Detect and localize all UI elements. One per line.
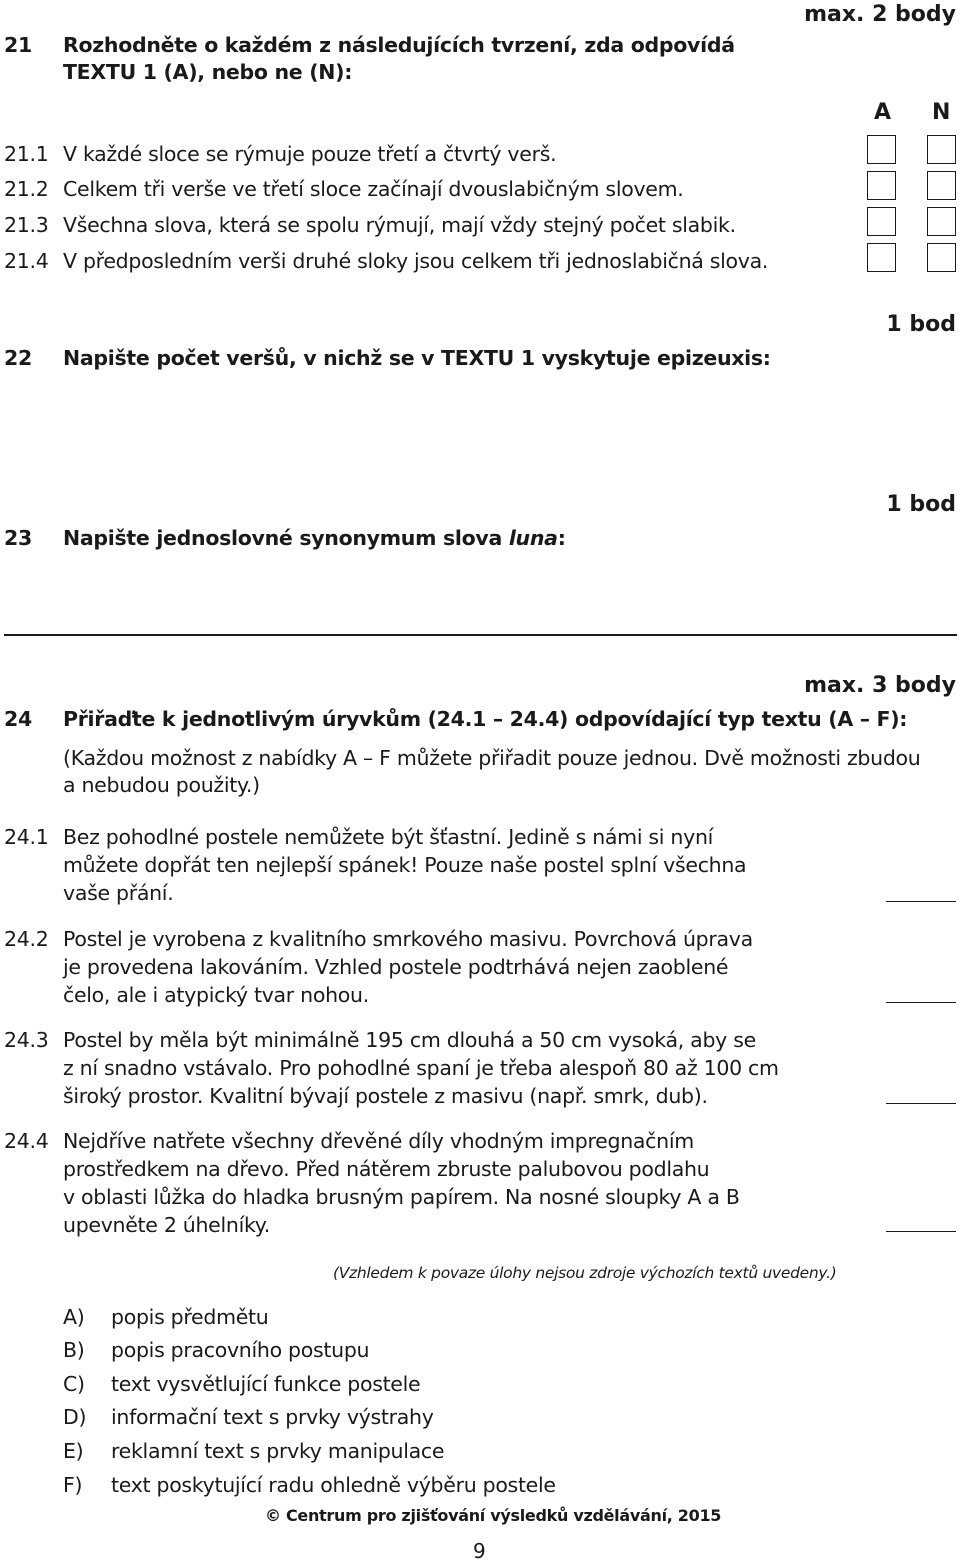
q21-points: max. 2 body	[804, 2, 956, 27]
q21-col-n-label: N	[932, 100, 951, 125]
q21-item-1-text: V každé sloce se rýmuje pouze třetí a čtvrtý verš.	[63, 142, 557, 166]
q23-title-word: luna	[508, 526, 558, 550]
q24-item-1-number: 24.1	[4, 825, 49, 849]
q23-number: 23	[4, 526, 32, 550]
q23-points: 1 bod	[886, 492, 956, 517]
q24-item-4-number: 24.4	[4, 1129, 49, 1153]
q21-4-checkbox-a[interactable]	[867, 243, 896, 272]
q21-title-line2: TEXTU 1 (A), nebo ne (N):	[63, 60, 353, 84]
q22-points: 1 bod	[886, 312, 956, 337]
q24-item-2-line: Postel je vyrobena z kvalitního smrkového masivu. Povrchová úprava	[63, 927, 753, 951]
q21-1-checkbox-n[interactable]	[927, 135, 956, 164]
q21-3-checkbox-a[interactable]	[867, 207, 896, 236]
q24-item-1-line: Bez pohodlné postele nemůžete být šťastní. Jedině s námi si nyní	[63, 825, 714, 849]
footer-copyright: © Centrum pro zjišťování výsledků vzdělávání, 2015	[265, 1506, 722, 1525]
q24-item-4-line: v oblasti lůžka do hladka brusným papírem. Na nosné sloupky A a B	[63, 1185, 740, 1209]
q24-4-answer-blank[interactable]	[886, 1231, 956, 1232]
q24-option-text: text vysvětlující funkce postele	[111, 1372, 421, 1396]
q24-number: 24	[4, 707, 32, 731]
q24-note-line1: (Každou možnost z nabídky A – F můžete přiřadit pouze jednou. Dvě možnosti zbudou	[63, 746, 921, 770]
q24-item-3-line: široký prostor. Kvalitní bývají postele z masivu (např. smrk, dub).	[63, 1084, 708, 1108]
q24-option-letter: A)	[63, 1305, 85, 1329]
q24-item-1-line: můžete dopřát ten nejlepší spánek! Pouze naše postel splní všechna	[63, 853, 747, 877]
q24-option-text: text poskytující radu ohledně výběru postele	[111, 1473, 556, 1497]
q24-option-text: reklamní text s prvky manipulace	[111, 1439, 445, 1463]
q24-option-text: informační text s prvky výstrahy	[111, 1405, 434, 1429]
q24-item-4-line: prostředkem na dřevo. Před nátěrem zbruste palubovou podlahu	[63, 1157, 710, 1181]
q23-title	[63, 526, 566, 550]
q24-title: Přiřaďte k jednotlivým úryvkům (24.1 – 24.4) odpovídající typ textu (A – F):	[63, 707, 908, 731]
q24-item-3-line: Postel by měla být minimálně 195 cm dlouhá a 50 cm vysoká, aby se	[63, 1028, 756, 1052]
q24-2-answer-blank[interactable]	[886, 1002, 956, 1003]
q21-title-line1: Rozhodněte o každém z následujících tvrzení, zda odpovídá	[63, 33, 735, 57]
q21-item-2-text: Celkem tři verše ve třetí sloce začínají dvouslabičným slovem.	[63, 177, 684, 201]
q24-option-text: popis předmětu	[111, 1305, 269, 1329]
q24-item-1-line: vaše přání.	[63, 881, 174, 905]
q24-item-2-line: čelo, ale i atypický tvar nohou.	[63, 983, 369, 1007]
q24-option-letter: D)	[63, 1405, 87, 1429]
q21-2-checkbox-a[interactable]	[867, 171, 896, 200]
q24-1-answer-blank[interactable]	[886, 901, 956, 902]
q21-col-a-label: A	[874, 100, 892, 125]
q24-note-line2: a nebudou použity.)	[63, 773, 260, 797]
q24-option-letter: B)	[63, 1338, 85, 1362]
q23-title-prefix: Napište jednoslovné synonymum slova	[63, 526, 509, 550]
q21-number: 21	[4, 33, 32, 57]
q24-3-answer-blank[interactable]	[886, 1103, 956, 1104]
q24-item-3-number: 24.3	[4, 1028, 49, 1052]
q23-title-suffix: :	[557, 526, 566, 550]
q24-option-letter: F)	[63, 1473, 83, 1497]
q24-item-3-line: z ní snadno vstávalo. Pro pohodlné spaní je třeba alespoň 80 až 100 cm	[63, 1056, 779, 1080]
q24-item-4-line: upevněte 2 úhelníky.	[63, 1213, 270, 1237]
q21-4-checkbox-n[interactable]	[927, 243, 956, 272]
q21-1-checkbox-a[interactable]	[867, 135, 896, 164]
q21-3-checkbox-n[interactable]	[927, 207, 956, 236]
q24-source-note: (Vzhledem k povaze úlohy nejsou zdroje výchozích textů uvedeny.)	[333, 1264, 837, 1282]
q22-title: Napište počet veršů, v nichž se v TEXTU 1 vyskytuje epizeuxis:	[63, 346, 771, 370]
q24-item-2-line: je provedena lakováním. Vzhled postele podtrhává nejen zaoblené	[63, 955, 729, 979]
q21-item-4-number: 21.4	[4, 249, 49, 273]
q24-item-2-number: 24.2	[4, 927, 49, 951]
q22-number: 22	[4, 346, 32, 370]
q21-item-1-number: 21.1	[4, 142, 49, 166]
q24-item-4-line: Nejdříve natřete všechny dřevěné díly vhodným impregnačním	[63, 1129, 694, 1153]
q24-option-letter: C)	[63, 1372, 85, 1396]
q24-points: max. 3 body	[804, 673, 956, 698]
q21-item-2-number: 21.2	[4, 177, 49, 201]
q21-item-3-number: 21.3	[4, 213, 49, 237]
q24-option-letter: E)	[63, 1439, 84, 1463]
q24-option-text: popis pracovního postupu	[111, 1338, 370, 1362]
q21-item-3-text: Všechna slova, která se spolu rýmují, mají vždy stejný počet slabik.	[63, 213, 736, 237]
page-number: 9	[473, 1539, 486, 1563]
q21-item-4-text: V předposledním verši druhé sloky jsou celkem tři jednoslabičná slova.	[63, 249, 769, 273]
section-divider	[4, 634, 957, 636]
q21-2-checkbox-n[interactable]	[927, 171, 956, 200]
